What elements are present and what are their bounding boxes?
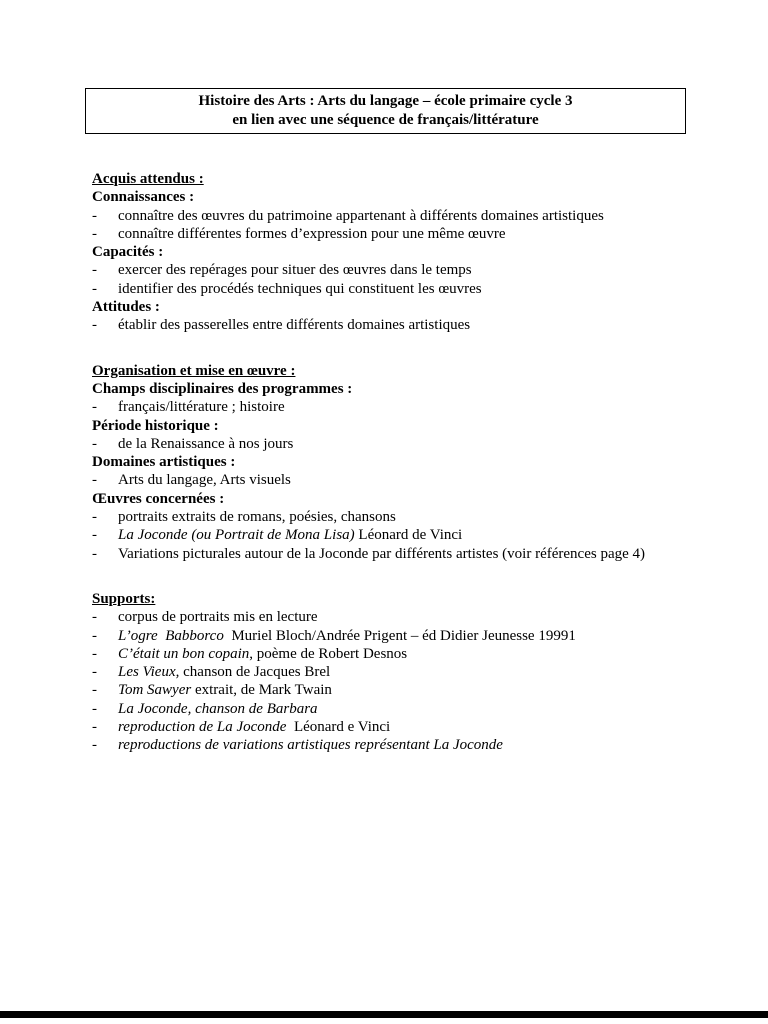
list-item-text-segment: chanson de Jacques Brel [179,664,331,681]
bullet-dash: - [92,509,97,526]
list-item-text-segment: extrait, de Mark Twain [191,682,332,699]
list-item [92,700,740,718]
document-title-line1: Histoire des Arts : Arts du langage – école primaire cycle 3 [198,93,573,109]
list-item-text-segment: reproduction de La Joconde [118,719,287,736]
list-item-text [118,681,740,699]
bullet-dash: - [92,527,97,544]
bullet-dash: - [92,545,97,562]
bullet-dash: - [92,627,97,644]
sub-heading: Champs disciplinaires des programmes : [92,380,353,397]
list-item [92,608,740,626]
list-item-text-segment: Tom Sawyer [118,682,192,699]
bullet-dash: - [92,645,97,662]
bullet-dash: - [92,435,97,452]
sub-heading: Période historique : [92,417,219,434]
list-item-text-segment: connaître différentes formes d’expression pour une même œuvre [118,225,506,242]
list-item-text [118,645,740,663]
list-item-text [118,435,740,453]
list-item [92,398,740,416]
bullet-dash: - [92,399,97,416]
section-heading: Supports: [92,590,156,607]
sub-heading: Capacités : [92,244,164,261]
bullet-dash: - [92,664,97,681]
list-item-text [118,526,740,544]
sub-heading: Œuvres concernées : [92,490,225,507]
bullet-dash: - [92,207,97,224]
list-item-text-segment: Muriel Bloch/Andrée Prigent – éd Didier Jeunesse 19991 [223,627,576,644]
list-item-text-segment: Les Vieux, [118,664,180,681]
list-item-text [118,280,740,298]
bullet-dash: - [92,719,97,736]
list-item-text [118,207,740,225]
list-item-text-segment: établir des passerelles entre différents domaines artistiques [118,317,471,334]
bullet-dash: - [92,700,97,717]
list-item [92,508,740,526]
section-heading: Acquis attendus : [92,171,204,187]
list-item-text-segment: reproductions de variations artistiques représentant La Joconde [118,737,503,754]
list-item-text [118,471,740,489]
list-item [92,718,740,736]
list-item-text [118,508,740,526]
title-box [85,88,686,134]
list-item-text-segment: L’ogre Babborco [118,627,224,644]
list-item [92,435,740,453]
list-item-text-segment: de la Renaissance à nos jours [118,435,294,452]
list-item-text [118,718,740,736]
list-item [92,545,740,563]
list-item-text-segment: Léonard de Vinci [354,527,463,544]
bullet-dash: - [92,737,97,754]
bullet-dash: - [92,280,97,297]
bullet-dash: - [92,682,97,699]
list-item-text-segment: Arts du langage, Arts visuels [118,472,291,489]
section-heading: Organisation et mise en œuvre : [92,362,296,379]
list-item-text [118,627,740,645]
list-item-text [118,736,740,754]
list-item-text-segment: connaître des œuvres du patrimoine appartenant à différents domaines artistiques [118,207,604,224]
list-item [92,225,740,243]
list-item [92,645,740,663]
document-body [92,170,740,755]
list-item [92,681,740,699]
list-item-text [118,608,740,626]
sub-heading: Connaissances : [92,189,195,206]
list-item [92,280,740,298]
list-item-text-segment: Léonard e Vinci [286,719,391,736]
list-item-text-segment: portraits extraits de romans, poésies, chansons [118,509,396,526]
list-item-text [118,225,740,243]
bullet-dash: - [92,472,97,489]
list-item-text-segment: , poème de Robert Desnos [249,645,408,662]
list-item [92,316,740,334]
list-item-text-segment: La Joconde, chanson de Barbara [118,700,318,717]
list-item-text-segment: C’était un bon copain [118,645,250,662]
list-item-text-segment: exercer des repérages pour situer des œuvres dans le temps [118,262,472,279]
list-item-text [118,261,740,279]
list-item-text-segment: La Joconde (ou Portrait de Mona Lisa) [118,527,355,544]
list-item [92,736,740,754]
list-item-text [118,700,740,718]
bullet-dash: - [92,317,97,334]
list-item-text [118,663,740,681]
page-bottom-separator [0,1011,768,1018]
bullet-dash: - [92,609,97,626]
list-item [92,526,740,544]
list-item-text [118,398,740,416]
sub-heading: Attitudes : [92,299,160,316]
bullet-dash: - [92,225,97,242]
list-item-text-segment: Variations picturales autour de la Joconde par différents artistes (voir références page 4) [118,545,646,562]
list-item [92,471,740,489]
list-item-text-segment: corpus de portraits mis en lecture [118,609,318,626]
document-title-line2: en lien avec une séquence de français/littérature [232,112,539,128]
list-item [92,663,740,681]
list-item-text [118,316,740,334]
list-item [92,207,740,225]
sub-heading: Domaines artistiques : [92,454,236,471]
list-item-text [118,545,740,563]
list-item-text-segment: identifier des procédés techniques qui constituent les œuvres [118,280,482,297]
list-item-text-segment: français/littérature ; histoire [118,399,285,416]
bullet-dash: - [92,262,97,279]
list-item [92,627,740,645]
list-item [92,261,740,279]
